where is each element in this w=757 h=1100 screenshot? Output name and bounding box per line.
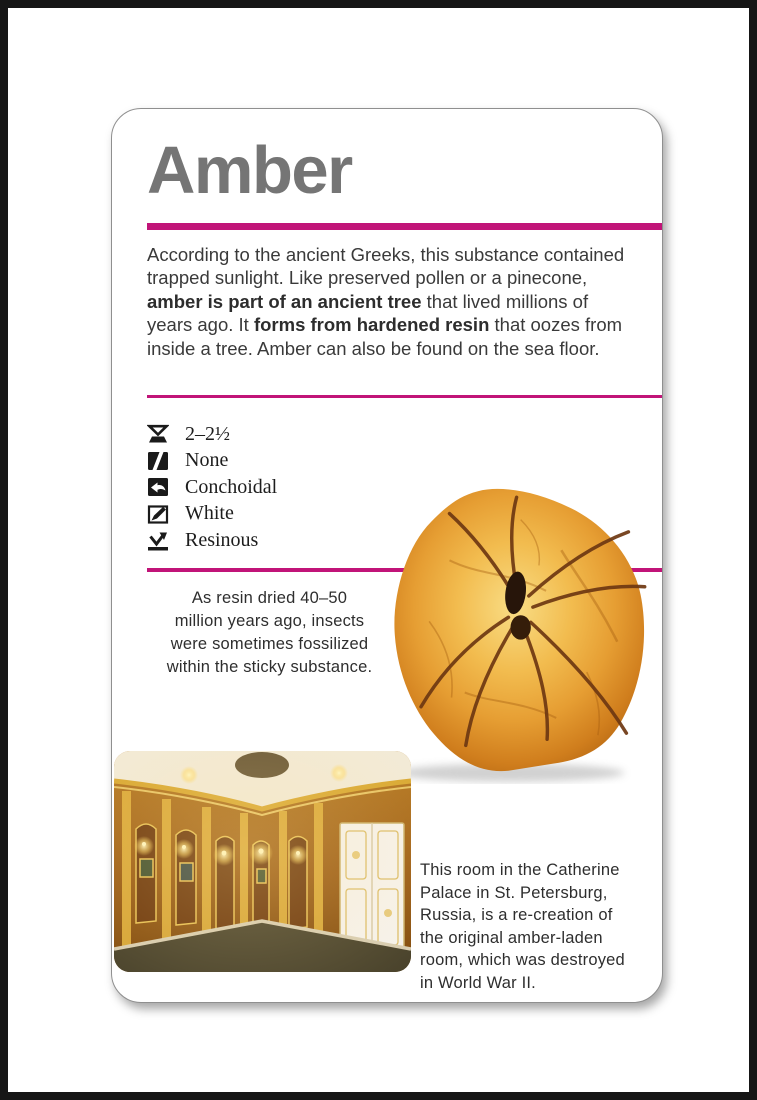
fracture-icon xyxy=(147,476,169,498)
amber-specimen-image xyxy=(358,479,663,784)
cleavage-value: None xyxy=(185,449,229,472)
luster-icon xyxy=(147,529,169,551)
caption-line: As resin dried 40–50 xyxy=(191,589,348,607)
caption-line: Russia, is a re-creation of xyxy=(420,906,613,924)
amber-room-photo xyxy=(114,751,411,972)
property-row-fracture xyxy=(147,474,277,501)
caption-line: million years ago, insects xyxy=(174,612,365,630)
property-row-cleavage xyxy=(147,448,277,475)
caption-line: the original amber-laden xyxy=(420,928,603,947)
caption-line: were sometimes fossilized xyxy=(170,635,369,653)
intro-text-2: that lived millions of years ago. It xyxy=(147,290,589,336)
caption-line: within the sticky substance. xyxy=(166,658,373,676)
amber-room-caption xyxy=(420,859,640,994)
accent-rule-top xyxy=(147,223,662,230)
properties-list xyxy=(147,421,277,554)
streak-icon xyxy=(147,503,169,525)
intro-bold-1: amber is part of an ancient tree xyxy=(147,290,422,312)
intro-text-1: According to the ancient Greeks, this substance contained trapped sunlight. Like preserved pollen or a pinecone, xyxy=(147,244,625,289)
caption-line: Palace in St. Petersburg, xyxy=(420,883,608,902)
cleavage-icon xyxy=(147,450,169,472)
accent-rule-middle xyxy=(147,395,662,398)
hardness-icon xyxy=(147,423,169,445)
intro-paragraph xyxy=(147,243,625,360)
intro-bold-2: forms from hardened resin xyxy=(253,314,490,336)
property-row-luster xyxy=(147,527,277,554)
caption-line: in World War II. xyxy=(420,973,536,992)
luster-value: Resinous xyxy=(185,528,259,551)
hardness-value: 2–2½ xyxy=(185,422,230,445)
page-title: Amber xyxy=(147,133,352,208)
streak-value: White xyxy=(185,502,234,525)
property-row-streak xyxy=(147,501,277,528)
amber-field-guide-card xyxy=(111,108,663,1003)
caption-line: room, which was destroyed xyxy=(420,951,625,969)
property-row-hardness xyxy=(147,421,277,448)
intro-text-3: that oozes from inside a tree. Amber can also be found on the sea floor. xyxy=(147,314,623,359)
caption-line: This room in the Catherine xyxy=(420,861,620,879)
fracture-value: Conchoidal xyxy=(185,475,278,498)
amber-specimen-caption xyxy=(147,587,392,679)
